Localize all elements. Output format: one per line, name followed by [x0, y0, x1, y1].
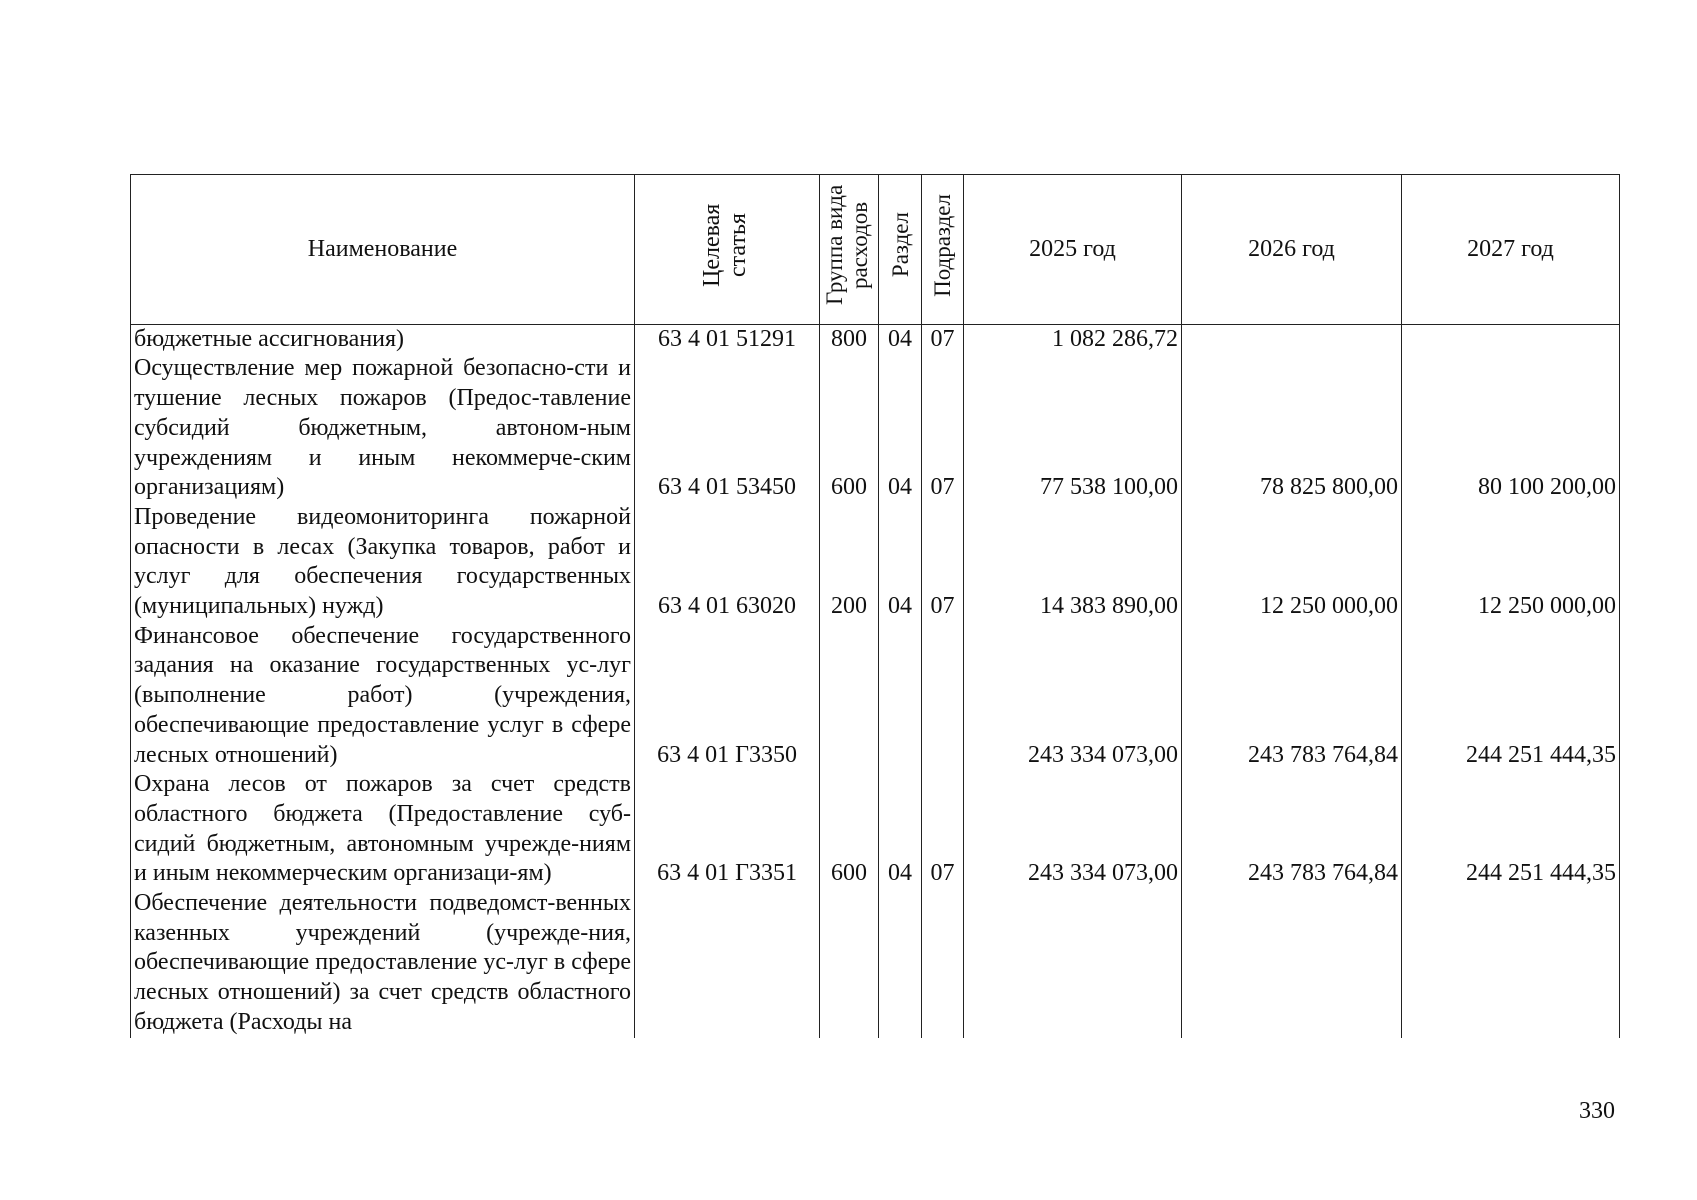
table-row	[131, 503, 1620, 622]
cell-name: Проведение видеомониторинга пожарной опасности в лесах (Закупка товаров, работ и услуг для обеспечения государственных (муниципальных) нужд)	[131, 503, 635, 622]
header-group	[820, 175, 879, 325]
cell-subsection: 07	[922, 770, 964, 889]
cell-2026	[1182, 889, 1402, 1038]
cell-subsection	[922, 622, 964, 771]
header-name: Наименование	[131, 175, 635, 325]
cell-section: 04	[879, 503, 922, 622]
cell-subsection: 07	[922, 503, 964, 622]
cell-group	[820, 889, 879, 1038]
page-number: 330	[1579, 1098, 1615, 1124]
table-row	[131, 889, 1620, 1038]
cell-subsection: 07	[922, 354, 964, 503]
cell-target: 63 4 01 53450	[635, 354, 820, 503]
cell-name: Осуществление мер пожарной безопасно-сти и тушение лесных пожаров (Предос-тавление субсидий бюджетным, автоном-ным учреждениям и иным некоммерче-ским организациям)	[131, 354, 635, 503]
cell-2026: 78 825 800,00	[1182, 354, 1402, 503]
cell-subsection: 07	[922, 324, 964, 354]
header-subsection-label: Подраздел	[930, 193, 955, 297]
cell-2026: 12 250 000,00	[1182, 503, 1402, 622]
header-section	[879, 175, 922, 325]
table-header-row	[131, 175, 1620, 325]
budget-table	[130, 174, 1620, 1038]
cell-2027	[1402, 324, 1620, 354]
header-2025: 2025 год	[964, 175, 1182, 325]
cell-group: 200	[820, 503, 879, 622]
cell-section: 04	[879, 770, 922, 889]
cell-name: Охрана лесов от пожаров за счет средств областного бюджета (Предоставление суб-сидий бюджетным, автономным учрежде-ниям и иным некоммерческим организаци-ям)	[131, 770, 635, 889]
cell-2025: 77 538 100,00	[964, 354, 1182, 503]
cell-2027: 244 251 444,35	[1402, 770, 1620, 889]
cell-2025	[964, 889, 1182, 1038]
cell-target: 63 4 01 51291	[635, 324, 820, 354]
cell-2026	[1182, 324, 1402, 354]
cell-name: Обеспечение деятельности подведомст-венных казенных учреждений (учрежде-ния, обеспечивающие предоставление ус-луг в сфере лесных отношений) за счет средств областного бюджета (Расходы на	[131, 889, 635, 1038]
cell-2027: 80 100 200,00	[1402, 354, 1620, 503]
cell-section	[879, 889, 922, 1038]
cell-subsection	[922, 889, 964, 1038]
cell-2027: 244 251 444,35	[1402, 622, 1620, 771]
table-row	[131, 324, 1620, 354]
cell-2025: 243 334 073,00	[964, 770, 1182, 889]
header-2027: 2027 год	[1402, 175, 1620, 325]
cell-name: Финансовое обеспечение государственного задания на оказание государственных ус-луг (выполнение работ) (учреждения, обеспечивающие предоставление услуг в сфере лесных отношений)	[131, 622, 635, 771]
cell-target: 63 4 01 Г3350	[635, 622, 820, 771]
header-2026: 2026 год	[1182, 175, 1402, 325]
table-row	[131, 770, 1620, 889]
cell-section: 04	[879, 354, 922, 503]
cell-2026: 243 783 764,84	[1182, 622, 1402, 771]
table-row	[131, 354, 1620, 503]
cell-section	[879, 622, 922, 771]
header-target	[635, 175, 820, 325]
header-subsection	[922, 175, 964, 325]
cell-target: 63 4 01 Г3351	[635, 770, 820, 889]
cell-2025: 14 383 890,00	[964, 503, 1182, 622]
cell-group: 600	[820, 770, 879, 889]
cell-target	[635, 889, 820, 1038]
cell-group: 600	[820, 354, 879, 503]
cell-2025: 1 082 286,72	[964, 324, 1182, 354]
cell-2026: 243 783 764,84	[1182, 770, 1402, 889]
cell-2027: 12 250 000,00	[1402, 503, 1620, 622]
header-section-label: Раздел	[887, 212, 913, 278]
cell-name: бюджетные ассигнования)	[131, 324, 635, 354]
cell-section: 04	[879, 324, 922, 354]
cell-2027	[1402, 889, 1620, 1038]
table-row	[131, 622, 1620, 771]
cell-2025: 243 334 073,00	[964, 622, 1182, 771]
cell-target: 63 4 01 63020	[635, 503, 820, 622]
header-group-label: Группа вида расходов	[822, 184, 872, 306]
header-target-label: Целевая статья	[699, 203, 751, 287]
cell-group	[820, 622, 879, 771]
cell-group: 800	[820, 324, 879, 354]
